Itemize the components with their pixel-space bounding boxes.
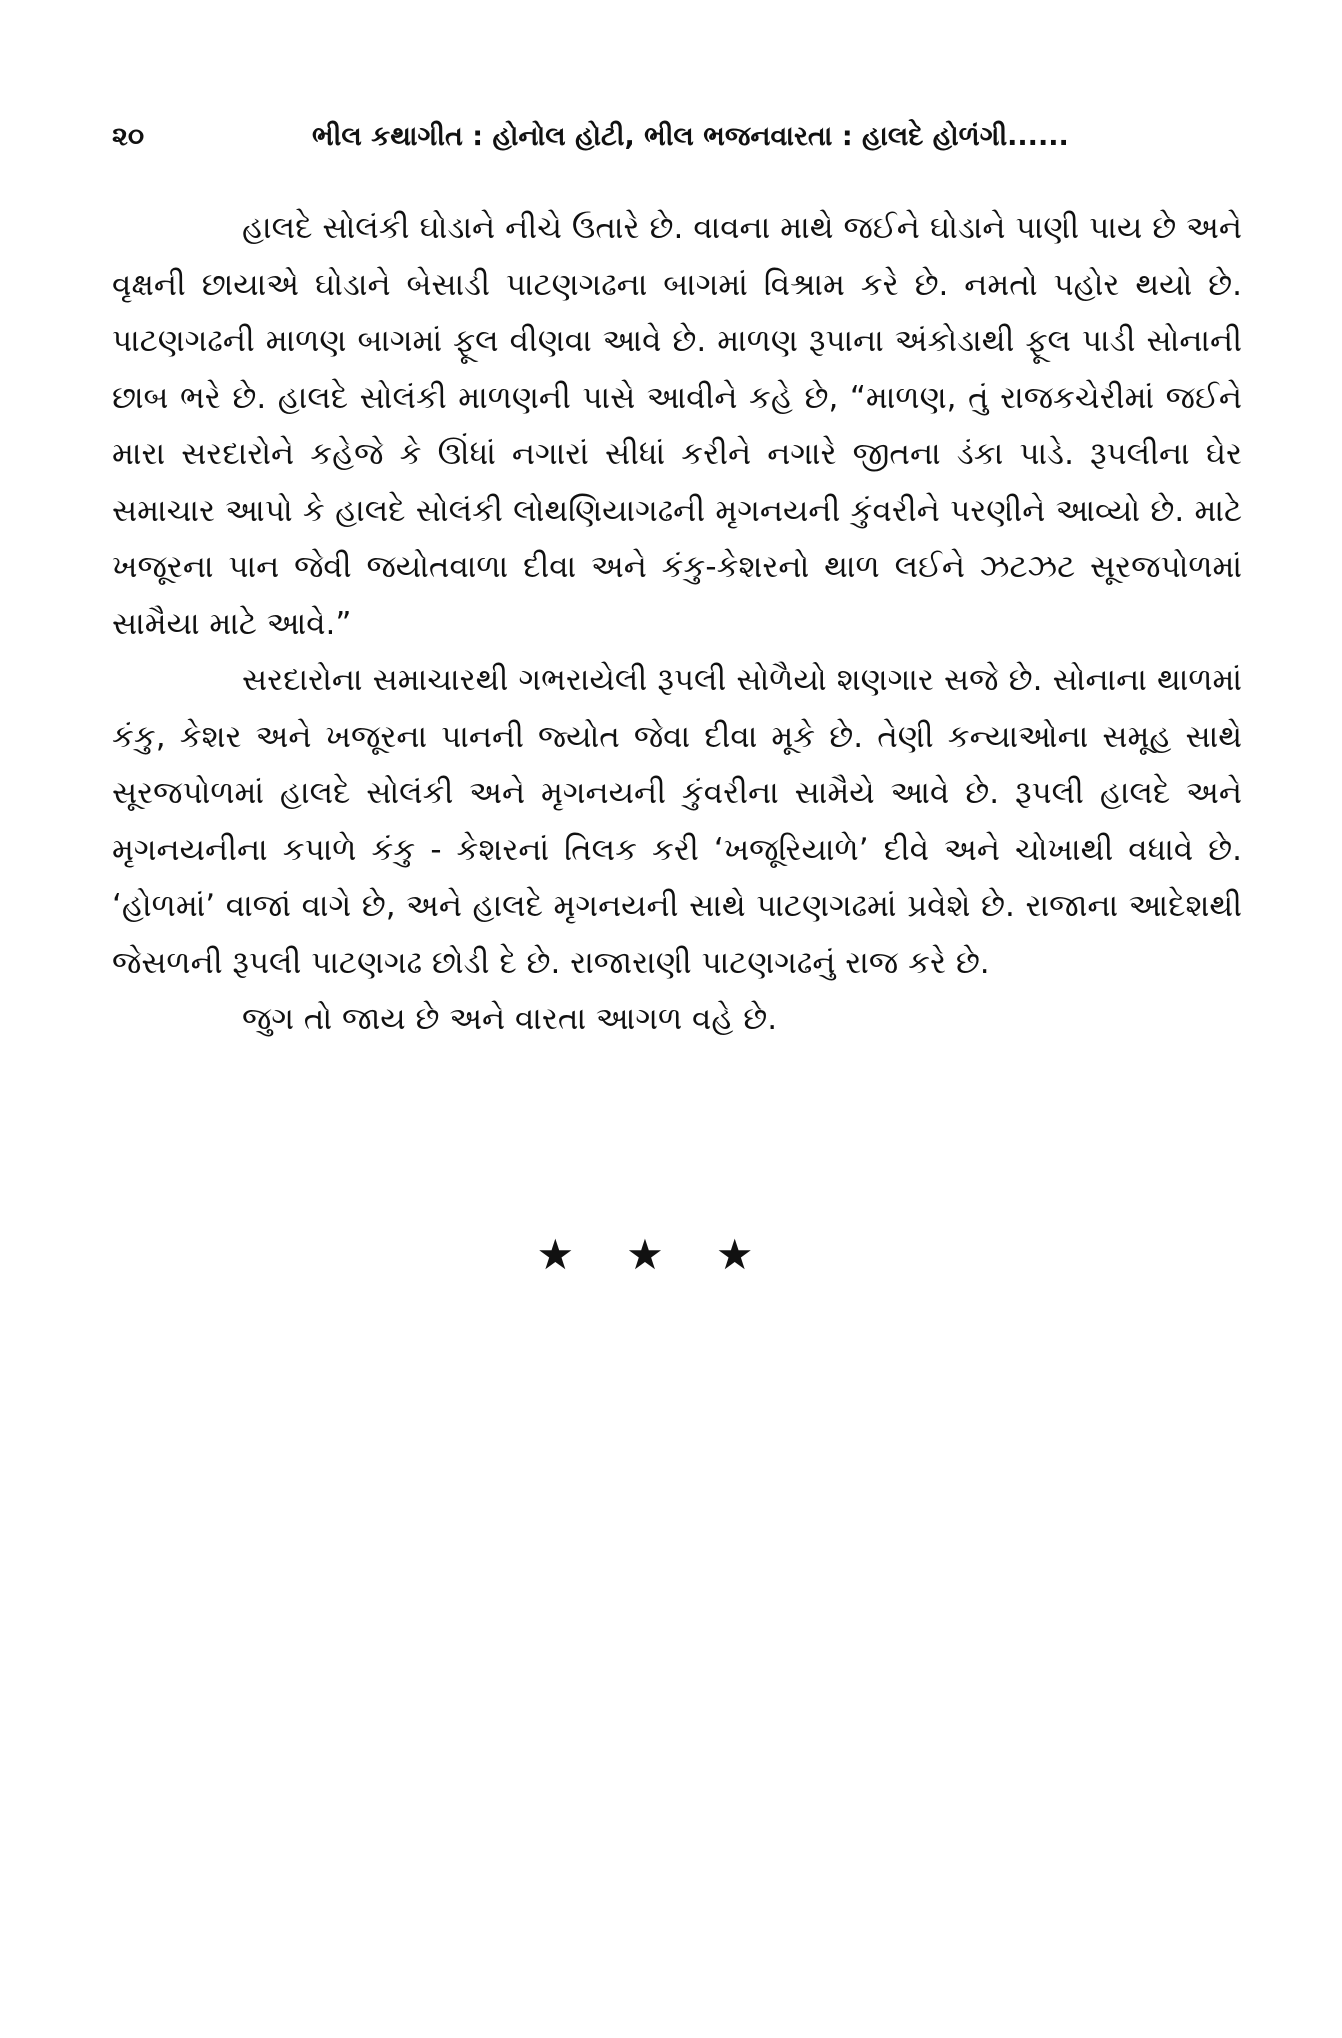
running-header [112,112,1242,162]
header-title: ભીલ કથાગીત : હોનોલ હોટી, ભીલ ભજનવારતા : હાલદે હોળંગી...... [312,121,1069,152]
star-icon: ★ [536,1230,627,1279]
star-icon: ★ [715,1230,806,1279]
paragraph: જુગ તો જાય છે અને વારતા આગળ વહે છે. [242,1001,778,1037]
star-icon: ★ [626,1230,716,1279]
paragraph: હાલદે સોલંકી ઘોડાને નીચે ઉતારે છે. વાવના માથે જઈને ઘોડાને પાણી પાય છે અને વૃક્ષની છાયાએ ઘોડાને બેસાડી પાટણગઢના બાગમાં વિશ્રામ કરે છે. નમતો પહોર થયો છે. પાટણગઢની માળણ બાગમાં ફૂલ વીણવા આવે છે. માળણ રૂપાના અંકોડાથી ફૂલ પાડી સોનાની છાબ ભરે છે. હાલદે સોલંકી માળણની પાસે આવીને કહે છે, “માળણ, તું રાજકચેરીમાં જઈને મારા સરદારોને કહેજે કે ઊંધાં નગારાં સીધાં કરીને નગારે જીતના ડંકા પાડે. રૂપલીના ઘેર સમાચાર આપો કે હાલદે સોલંકી લોથણિયાગઢની મૃગનયની કુંવરીને પરણીને આવ્યો છે. માટે ખજૂરના પાન જેવી જયોતવાળા દીવા અને કંકુ-કેશરનો થાળ લઈને ઝટઝટ સૂરજપોળમાં સામૈયા માટે આવે.” [112,210,1242,642]
paragraph: સરદારોના સમાચારથી ગભરાયેલી રૂપલી સોળૈયો શણગાર સજે છે. સોનાના થાળમાં કંકુ, કેશર અને ખજૂરના પાનની જ્યોત જેવા દીવા મૂકે છે. તેણી કન્યાઓના સમૂહ સાથે સૂરજપોળમાં હાલદે સોલંકી અને મૃગનયની કુંવરીના સામૈયે આવે છે. રૂપલી હાલદે અને મૃગનયનીના કપાળે કંકુ - કેશરનાં તિલક કરી ‘ખજૂરિયાળે’ દીવે અને ચોખાથી વધાવે છે. ‘હોળમાં’ વાજાં વાગે છે, અને હાલદે મૃગનયની સાથે પાટણગઢમાં પ્રવેશે છે. રાજાના આદેશથી જેસળની રૂપલી પાટણગઢ છોડી દે છે. રાજારાણી પાટણગઢનું રાજ કરે છે. [112,662,1242,981]
section-end-ornament [0,1225,1342,1285]
page-number: ૨૦ [112,121,145,152]
body-text [112,200,1242,1048]
